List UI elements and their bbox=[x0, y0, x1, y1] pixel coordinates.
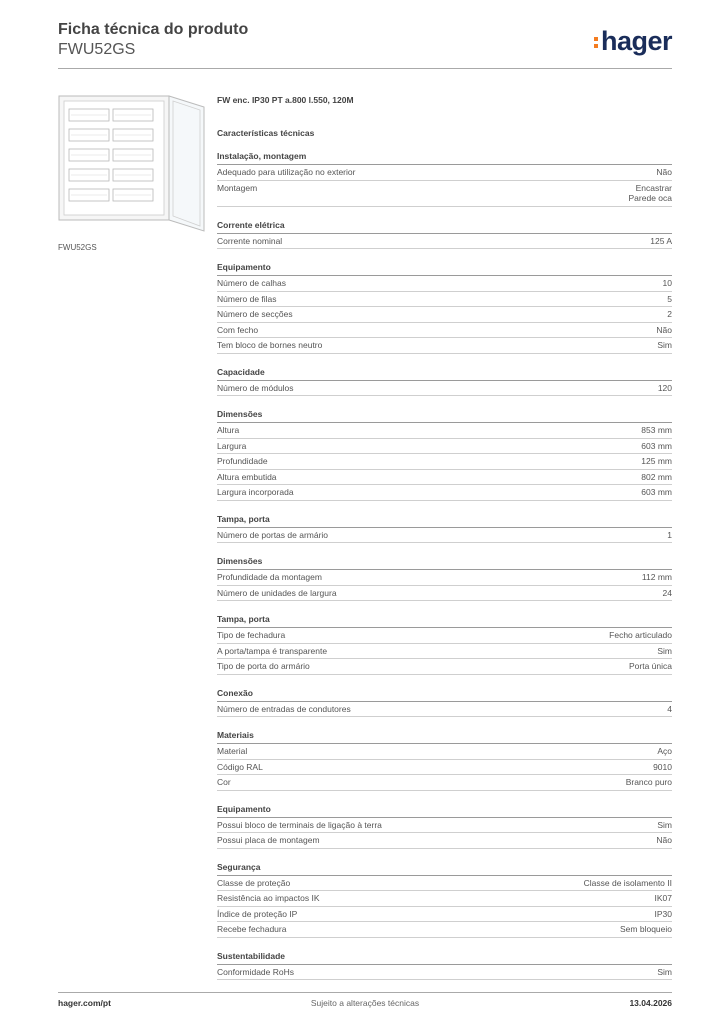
table-row bbox=[217, 876, 672, 892]
row-label: Altura embutida bbox=[217, 471, 277, 482]
group-title: Instalação, montagem bbox=[217, 151, 672, 165]
row-label: Montagem bbox=[217, 182, 258, 193]
row-value-line: Não bbox=[656, 835, 672, 845]
row-value bbox=[629, 661, 672, 672]
row-value-line: Parede oca bbox=[628, 193, 672, 203]
table-row bbox=[217, 381, 672, 397]
row-value bbox=[667, 704, 672, 715]
table-row bbox=[217, 833, 672, 849]
row-label: Tipo de fechadura bbox=[217, 630, 286, 640]
row-label: Material bbox=[217, 746, 248, 756]
table-row bbox=[217, 775, 672, 791]
row-value bbox=[641, 487, 672, 498]
row-value bbox=[667, 294, 672, 305]
row-value-line: Sim bbox=[657, 340, 672, 350]
row-label: Número de secções bbox=[217, 309, 293, 319]
row-value bbox=[655, 909, 673, 920]
group-title: Equipamento bbox=[217, 262, 672, 276]
row-label: Número de unidades de largura bbox=[217, 587, 337, 598]
product-image bbox=[58, 95, 208, 237]
table-row bbox=[217, 423, 672, 439]
row-value-line: 2 bbox=[667, 309, 672, 319]
row-value-line: 603 mm bbox=[641, 440, 672, 451]
table-row bbox=[217, 922, 672, 938]
row-value bbox=[657, 820, 672, 831]
row-value-line: 853 mm bbox=[641, 425, 672, 435]
row-value-line: Sim bbox=[657, 645, 672, 656]
table-row bbox=[217, 234, 672, 250]
row-value bbox=[657, 646, 672, 657]
table-row bbox=[217, 744, 672, 760]
logo-dots-icon bbox=[594, 34, 599, 51]
row-value bbox=[642, 572, 672, 583]
row-label: Classe de proteção bbox=[217, 877, 291, 888]
table-row bbox=[217, 292, 672, 308]
row-value-line: Classe de isolamento II bbox=[583, 877, 672, 888]
footer-notice: Sujeito a alterações técnicas bbox=[310, 998, 420, 1008]
row-value-line: Fecho articulado bbox=[609, 630, 672, 640]
characteristics-group bbox=[217, 862, 672, 938]
row-label: Largura incorporada bbox=[217, 487, 294, 497]
row-value bbox=[655, 893, 673, 904]
row-value bbox=[657, 967, 672, 978]
row-value-line: Aço bbox=[657, 746, 672, 756]
table-row bbox=[217, 307, 672, 323]
characteristics-group bbox=[217, 556, 672, 601]
row-value bbox=[641, 425, 672, 436]
row-value bbox=[658, 383, 672, 394]
row-label: Com fecho bbox=[217, 324, 259, 335]
table-row bbox=[217, 276, 672, 292]
row-value-line: Porta única bbox=[629, 661, 672, 671]
row-value bbox=[641, 456, 672, 467]
row-value-line: 24 bbox=[662, 587, 672, 598]
footer-divider bbox=[58, 992, 672, 993]
row-value bbox=[653, 762, 672, 773]
row-label: Índice de proteção IP bbox=[217, 908, 298, 919]
row-value-line: 9010 bbox=[653, 761, 672, 772]
table-row bbox=[217, 702, 672, 718]
row-value-line: 5 bbox=[667, 293, 672, 304]
page-title: Ficha técnica do produto bbox=[58, 21, 249, 38]
row-value bbox=[620, 924, 672, 935]
table-row bbox=[217, 485, 672, 501]
row-value-line: 125 mm bbox=[641, 456, 672, 466]
characteristics-group bbox=[217, 409, 672, 501]
row-value-line: Sim bbox=[657, 966, 672, 977]
characteristics-group bbox=[217, 514, 672, 544]
row-value-line: 802 mm bbox=[641, 471, 672, 482]
row-value bbox=[650, 236, 672, 247]
table-row bbox=[217, 181, 672, 207]
row-value-line: IP30 bbox=[654, 908, 672, 919]
row-value-line: 10 bbox=[662, 278, 672, 288]
technical-content bbox=[217, 95, 672, 980]
row-value-line: 120 bbox=[657, 382, 672, 393]
table-row bbox=[217, 528, 672, 544]
row-value-line: Não bbox=[656, 324, 672, 335]
characteristics-group bbox=[217, 262, 672, 354]
table-row bbox=[217, 628, 672, 644]
section-heading: Características técnicas bbox=[217, 128, 315, 138]
row-value-line: 603 mm bbox=[641, 487, 672, 497]
table-row bbox=[217, 644, 672, 660]
table-row bbox=[217, 439, 672, 455]
table-row bbox=[217, 891, 672, 907]
row-label: Número de calhas bbox=[217, 278, 286, 288]
row-value bbox=[657, 340, 672, 351]
row-label: Profundidade bbox=[217, 456, 268, 466]
row-label: Conformidade RoHs bbox=[217, 966, 295, 977]
table-row bbox=[217, 907, 672, 923]
row-label: Possui placa de montagem bbox=[217, 835, 320, 845]
row-label: Número de portas de armário bbox=[217, 529, 329, 540]
row-value bbox=[641, 472, 672, 483]
characteristics-group bbox=[217, 688, 672, 718]
row-value-line: 112 mm bbox=[641, 572, 672, 582]
table-row bbox=[217, 338, 672, 354]
group-title: Sustentabilidade bbox=[217, 951, 672, 965]
row-label: Tem bloco de bornes neutro bbox=[217, 340, 323, 350]
row-label: Número de módulos bbox=[217, 382, 294, 393]
row-value bbox=[629, 183, 672, 204]
characteristics-group bbox=[217, 220, 672, 250]
row-value-line: Sim bbox=[657, 819, 672, 830]
product-image-caption: FWU52GS bbox=[58, 243, 97, 252]
row-value bbox=[667, 309, 672, 320]
product-reference: FWU52GS bbox=[58, 41, 136, 58]
characteristics-group bbox=[217, 730, 672, 791]
row-value bbox=[663, 588, 672, 599]
logo-text: hager bbox=[600, 26, 672, 56]
row-label: Possui bloco de terminais de ligação à terra bbox=[217, 819, 382, 830]
characteristics-group bbox=[217, 951, 672, 981]
page-header bbox=[58, 20, 672, 70]
characteristics-group bbox=[217, 614, 672, 675]
row-label: Corrente nominal bbox=[217, 235, 283, 246]
row-value-line: 125 A bbox=[650, 235, 672, 246]
group-title: Conexão bbox=[217, 688, 672, 702]
group-title: Equipamento bbox=[217, 804, 672, 818]
row-label: Largura bbox=[217, 440, 247, 451]
row-value bbox=[656, 325, 672, 336]
row-label: A porta/tampa é transparente bbox=[217, 645, 328, 656]
row-label: Recebe fechadura bbox=[217, 924, 287, 934]
table-row bbox=[217, 760, 672, 776]
characteristics-list bbox=[217, 151, 672, 980]
group-title: Materiais bbox=[217, 730, 672, 744]
footer-website[interactable]: hager.com/pt bbox=[58, 998, 111, 1008]
row-label: Profundidade da montagem bbox=[217, 572, 322, 582]
row-value-line: Branco puro bbox=[625, 777, 672, 787]
row-value bbox=[584, 878, 672, 889]
row-value bbox=[641, 441, 672, 452]
row-value-line: 4 bbox=[667, 703, 672, 714]
row-value-line: 1 bbox=[667, 529, 672, 540]
group-title: Tampa, porta bbox=[217, 614, 672, 628]
row-label: Cor bbox=[217, 777, 231, 787]
table-row bbox=[217, 570, 672, 586]
table-row bbox=[217, 165, 672, 181]
table-row bbox=[217, 965, 672, 981]
row-label: Tipo de porta do armário bbox=[217, 661, 310, 671]
row-value bbox=[626, 777, 672, 788]
table-row bbox=[217, 470, 672, 486]
row-label: Altura bbox=[217, 425, 240, 435]
row-value bbox=[657, 746, 672, 757]
row-value-line: IK07 bbox=[654, 893, 672, 903]
row-value bbox=[609, 630, 672, 641]
row-label: Número de entradas de condutores bbox=[217, 703, 351, 714]
row-value bbox=[656, 167, 672, 178]
footer-date: 13.04.2026 bbox=[629, 998, 672, 1008]
row-value bbox=[667, 530, 672, 541]
product-description: FW enc. IP30 PT a.800 l.550, 120M bbox=[217, 95, 354, 105]
row-value-line: Encastrar bbox=[635, 182, 672, 193]
characteristics-group bbox=[217, 151, 672, 207]
hager-logo bbox=[594, 26, 672, 57]
group-title: Segurança bbox=[217, 862, 672, 876]
table-row bbox=[217, 323, 672, 339]
table-row bbox=[217, 818, 672, 834]
table-row bbox=[217, 586, 672, 602]
group-title: Capacidade bbox=[217, 367, 672, 381]
group-title: Dimensões bbox=[217, 409, 672, 423]
group-title: Tampa, porta bbox=[217, 514, 672, 528]
header-divider bbox=[58, 68, 672, 69]
row-label: Código RAL bbox=[217, 761, 263, 772]
row-value-line: Sem bloqueio bbox=[620, 924, 672, 934]
table-row bbox=[217, 454, 672, 470]
characteristics-group bbox=[217, 367, 672, 397]
row-value-line: Não bbox=[656, 167, 672, 177]
row-label: Adequado para utilização no exterior bbox=[217, 167, 356, 177]
row-label: Resistência ao impactos IK bbox=[217, 893, 320, 903]
row-label: Número de filas bbox=[217, 293, 277, 304]
enclosure-illustration-icon bbox=[58, 95, 208, 237]
row-value bbox=[656, 835, 672, 846]
table-row bbox=[217, 659, 672, 675]
group-title: Corrente elétrica bbox=[217, 220, 672, 234]
row-value bbox=[663, 278, 672, 289]
characteristics-group bbox=[217, 804, 672, 849]
group-title: Dimensões bbox=[217, 556, 672, 570]
